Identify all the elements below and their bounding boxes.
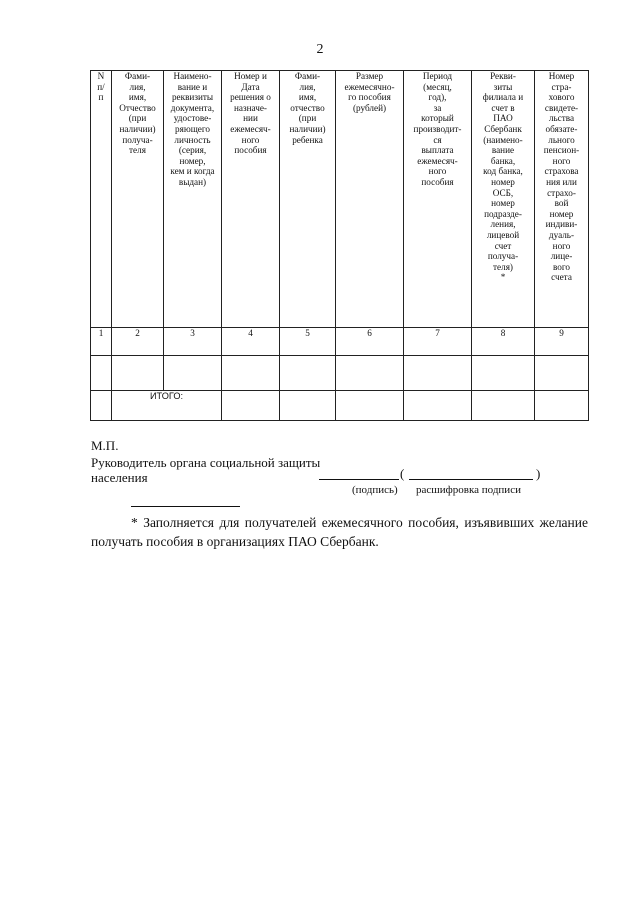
decoding-line [409, 479, 533, 480]
empty-cell [222, 391, 280, 421]
head-title-line-1: Руководитель органа социальной защиты [91, 455, 321, 470]
header-cell-2: Фами- лия, имя, Отчество (при наличии) получа- теля [112, 71, 164, 328]
page-number: 2 [316, 42, 324, 57]
empty-cell [404, 391, 472, 421]
header-cell-1: N п/ п [91, 71, 112, 328]
empty-cell [535, 356, 589, 391]
header-cell-7: Период (месяц, год), за который производит- ся выплата ежемесяч- ного пособия [404, 71, 472, 328]
column-number: 5 [280, 328, 336, 356]
header-row [91, 71, 589, 328]
header-cell-4: Номер и Дата решения о назначе- нии ежемесяч- ного пособия [222, 71, 280, 328]
empty-cell [112, 356, 164, 391]
column-number: 1 [91, 328, 112, 356]
column-number: 6 [336, 328, 404, 356]
empty-data-row [91, 356, 589, 391]
header-cell-3: Наимено- вание и реквизиты документа, удостове- ряющего личность (серия, номер, кем и когда выдан) [164, 71, 222, 328]
column-number-row [91, 328, 589, 356]
empty-cell [336, 356, 404, 391]
column-number: 3 [164, 328, 222, 356]
column-number: 8 [472, 328, 535, 356]
column-number: 7 [404, 328, 472, 356]
footnote-separator [131, 506, 240, 507]
header-cell-5: Фами- лия, имя, отчество (при наличии) ребенка [280, 71, 336, 328]
recipients-table [90, 70, 589, 421]
paren-close: ) [536, 466, 541, 481]
decoding-caption: расшифровка подписи [416, 484, 521, 496]
empty-cell [222, 356, 280, 391]
column-number: 4 [222, 328, 280, 356]
column-number: 2 [112, 328, 164, 356]
signature-caption: (подпись) [352, 484, 398, 496]
empty-cell [91, 356, 112, 391]
empty-cell [280, 356, 336, 391]
paren-open: ( [400, 466, 405, 481]
empty-cell [535, 391, 589, 421]
head-title-line-2: населения [91, 470, 148, 485]
footnote: * Заполняется для получателей ежемесячного пособия, изъявивших желание получать пособия в организациях ПАО Сбербанк. [91, 515, 588, 549]
header-cell-9: Номер стра- хового свидете- льства обязате- льного пенсион- ного страхова ния или страхо- вой номер индиви- дуаль- ного лице- вого счета [535, 71, 589, 328]
total-row [91, 391, 589, 421]
empty-cell [336, 391, 404, 421]
empty-cell [91, 391, 112, 421]
header-cell-6: Размер ежемесячно- го пособия (рублей) [336, 71, 404, 328]
empty-cell [472, 356, 535, 391]
signature-line [319, 479, 399, 480]
empty-cell [404, 356, 472, 391]
header-cell-8: Рекви- зиты филиала и счет в ПАО Сбербанк (наимено- вание банка, код банка, номер ОСБ, номер подразде- ления, лицевой счет получа- теля) * [472, 71, 535, 328]
empty-cell [164, 356, 222, 391]
empty-cell [472, 391, 535, 421]
column-number: 9 [535, 328, 589, 356]
stamp-label: М.П. [91, 438, 119, 453]
empty-cell [280, 391, 336, 421]
total-label: ИТОГО: [112, 391, 222, 421]
